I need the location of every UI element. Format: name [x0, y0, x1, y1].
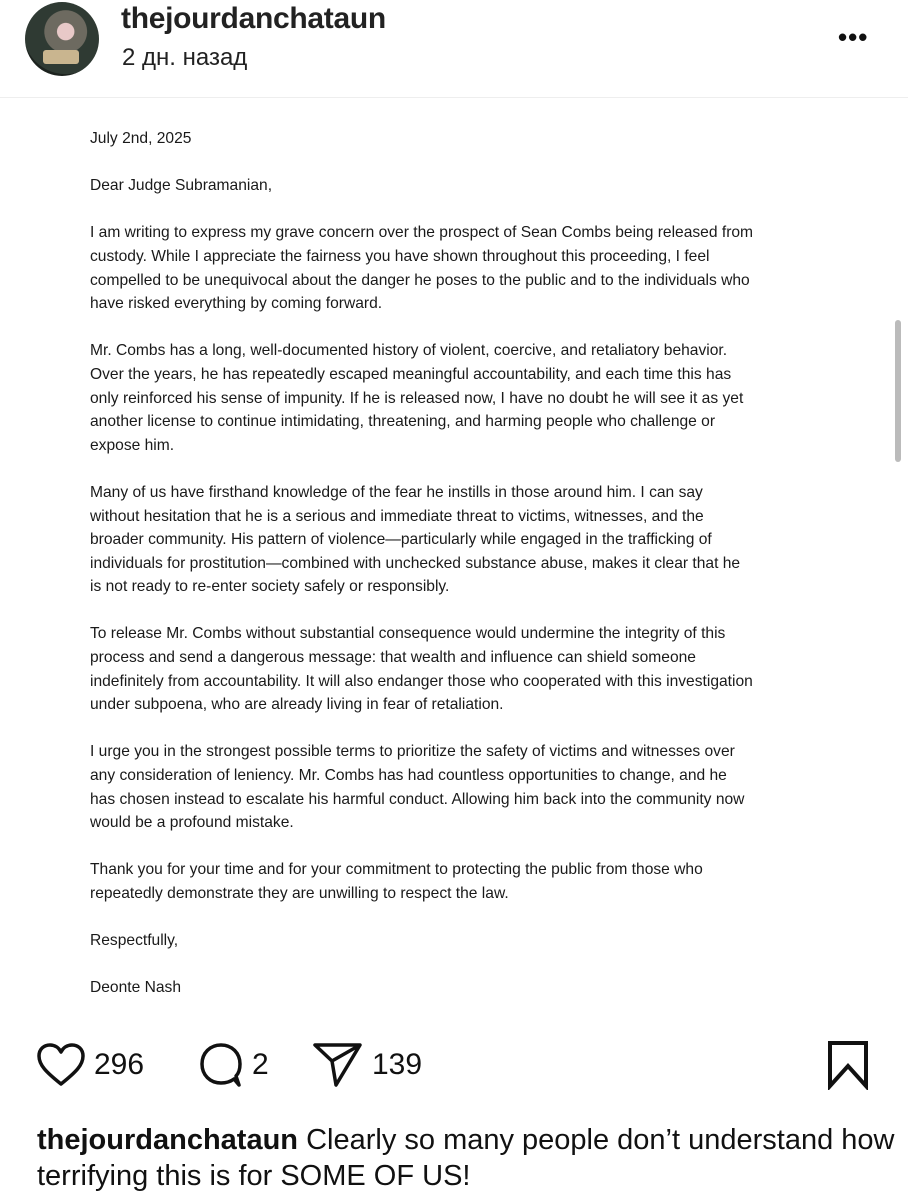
letter-line: expose him.	[90, 436, 175, 454]
avatar[interactable]	[25, 2, 99, 76]
share-button[interactable]	[312, 1035, 422, 1095]
letter-line: any consideration of leniency. Mr. Combs has had countless opportunities to change, and he	[90, 767, 727, 785]
letter-paragraph	[90, 858, 870, 905]
scrollbar[interactable]	[895, 320, 901, 462]
send-icon	[312, 1041, 364, 1089]
letter-line: is not ready to re-enter society safely or responsibly.	[90, 578, 450, 596]
comment-button[interactable]	[198, 1035, 269, 1095]
like-count: 296	[94, 1048, 145, 1081]
letter-line: I am writing to express my grave concern over the prospect of Sean Combs being released from	[90, 224, 754, 242]
like-button[interactable]	[36, 1035, 144, 1095]
comment-icon	[198, 1041, 244, 1089]
letter-line: only reinforced his sense of impunity. If he is released now, I have no doubt he will see it as yet	[90, 389, 744, 407]
post-caption	[37, 1122, 897, 1194]
save-button[interactable]	[826, 1035, 870, 1095]
letter-paragraph	[90, 481, 870, 599]
letter-line: Thank you for your time and for your commitment to protecting the public from those who	[90, 861, 703, 879]
bookmark-icon	[826, 1040, 870, 1090]
letter-image	[90, 127, 870, 1024]
letter-line: have risked everything by coming forward.	[90, 295, 383, 313]
letter-paragraph	[90, 339, 870, 457]
letter-line: Mr. Combs has a long, well-documented history of violent, coercive, and retaliatory behavior.	[90, 342, 728, 360]
letter-line: repeatedly demonstrate they are unwilling to respect the law.	[90, 885, 509, 902]
letter-line: To release Mr. Combs without substantial consequence would undermine the integrity of this	[90, 625, 726, 643]
letter-paragraph	[90, 221, 870, 315]
letter-line: another license to continue intimidating, threatening, and harming people who challenge or	[90, 413, 716, 431]
letter-line: without hesitation that he is a serious and immediate threat to victims, witnesses, and the	[90, 507, 704, 525]
letter-signature: Deonte Nash	[90, 979, 182, 997]
letter-line: would be a profound mistake.	[90, 814, 294, 832]
letter-date: July 2nd, 2025	[90, 130, 192, 147]
letter-line: compelled to be unequivocal about the danger he poses to the public and to the individuals who	[90, 271, 750, 289]
letter-line: Over the years, he has repeatedly escaped meaningful accountability, and each time this has	[90, 365, 732, 383]
letter-line: custody. While I appreciate the fairness you have shown throughout this proceeding, I feel	[90, 247, 710, 265]
post-time: 2 дн. назад	[122, 44, 248, 71]
letter-line: under subpoena, who are already living in fear of retaliation.	[90, 696, 504, 714]
letter-closing: Respectfully,	[90, 932, 179, 950]
more-horizontal-icon[interactable]: •••	[838, 22, 869, 52]
letter-line: Many of us have firsthand knowledge of the fear he instills in those around him. I can say	[90, 483, 703, 501]
comment-count: 2	[252, 1048, 269, 1081]
letter-line: has chosen instead to escalate his harmful conduct. Allowing him back into the community now	[90, 790, 745, 808]
letter-line: indefinitely from accountability. It will also endanger those who cooperated with this investigation	[90, 672, 753, 690]
letter-paragraph	[90, 622, 870, 716]
share-count: 139	[372, 1048, 423, 1081]
letter-line: process and send a dangerous message: that wealth and influence can shield someone	[90, 649, 696, 667]
letter-line: broader community. His pattern of violence—particularly while engaged in the trafficking of	[90, 531, 712, 549]
post-username[interactable]: thejourdanchataun	[121, 2, 386, 35]
caption-text: Clearly so many people don’t understand how terrifying this is for SOME OF US!	[37, 1124, 895, 1192]
action-bar	[0, 1035, 908, 1095]
letter-line: individuals for prostitution—combined with unchecked substance abuse, makes it clear that he	[90, 554, 741, 572]
caption-username[interactable]: thejourdanchataun	[37, 1124, 299, 1156]
letter-line: I urge you in the strongest possible terms to prioritize the safety of victims and witnesses over	[90, 743, 735, 761]
heart-icon	[36, 1042, 86, 1088]
letter-paragraph	[90, 740, 870, 834]
post-header	[0, 0, 908, 98]
letter-salutation: Dear Judge Subramanian,	[90, 177, 273, 195]
